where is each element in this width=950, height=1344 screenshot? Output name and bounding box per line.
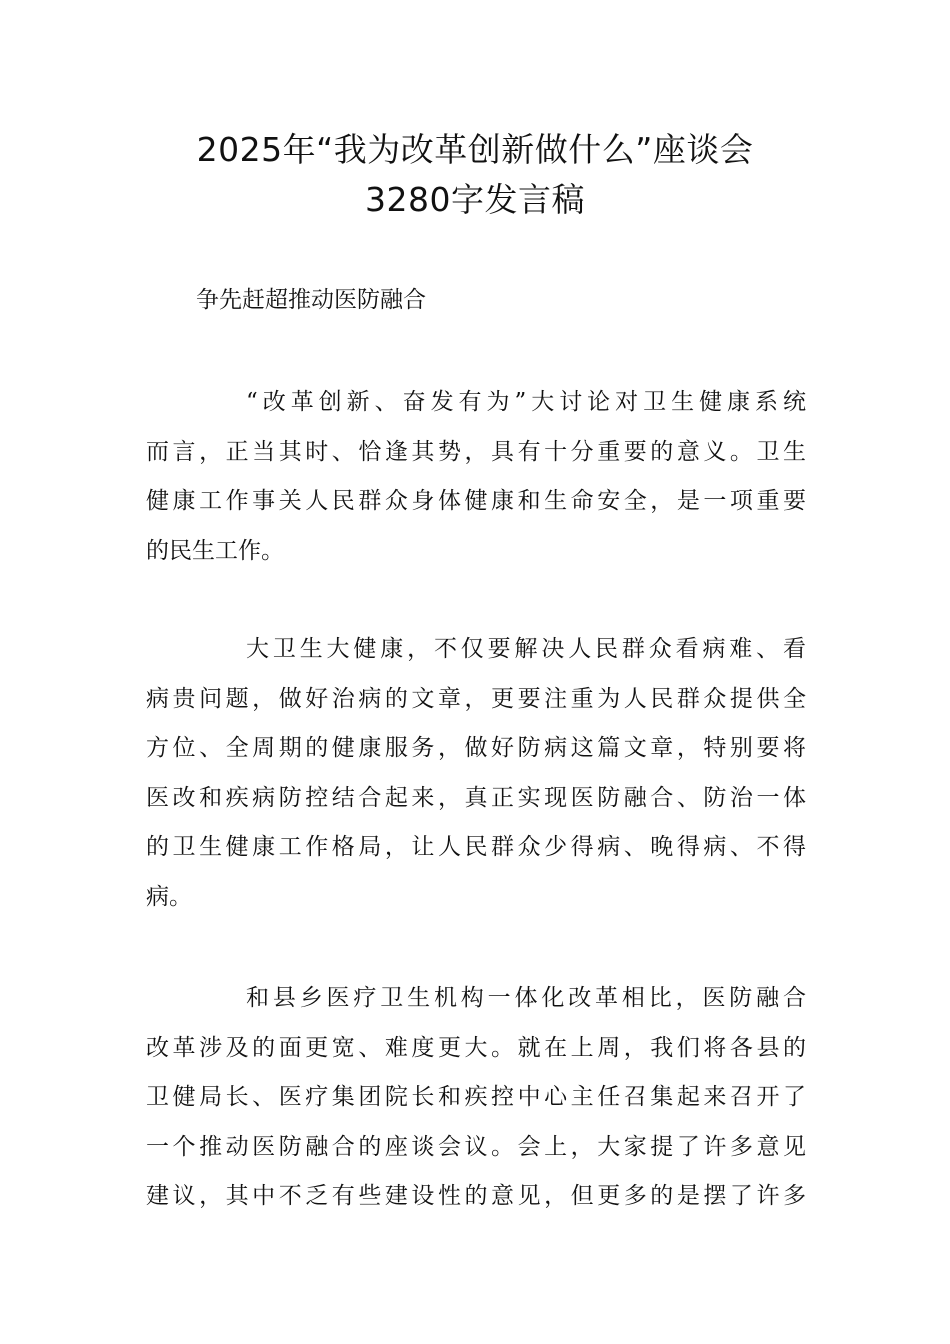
paragraph-line: 建议，其中不乏有些建设性的意见，但更多的是摆了许多 — [146, 1183, 806, 1209]
paragraph-line: 病。 — [146, 883, 192, 910]
paragraph-line: 卫健局长、医疗集团院长和疾控中心主任召集起来召开了 — [146, 1084, 806, 1110]
paragraph-2 — [146, 625, 806, 922]
document-title-line-2: 3280字发言稿 — [365, 180, 585, 219]
paragraph-line: 和县乡医疗卫生机构一体化改革相比，医防融合 — [246, 985, 806, 1011]
paragraph-line: 改革涉及的面更宽、难度更大。就在上周，我们将各县的 — [146, 1034, 806, 1061]
document-title-line-1: 2025年“我为改革创新做什么”座谈会 — [196, 130, 754, 169]
paragraph-line: “改革创新、奋发有为”大讨论对卫生健康系统 — [246, 389, 806, 415]
paragraph-line: 而言，正当其时、恰逢其势，具有十分重要的意义。卫生 — [146, 438, 806, 465]
paragraph-line: 病贵问题，做好治病的文章，更要注重为人民群众提供全 — [146, 685, 806, 712]
paragraph-1 — [146, 378, 806, 576]
paragraph-line: 的卫生健康工作格局，让人民群众少得病、晚得病、不得 — [146, 834, 806, 860]
paragraph-line: 一个推动医防融合的座谈会议。会上，大家提了许多意见 — [146, 1133, 806, 1160]
paragraph-line: 方位、全周期的健康服务，做好防病这篇文章，特别要将 — [146, 735, 806, 761]
paragraph-3 — [146, 974, 806, 1222]
document-subtitle: 争先赶超推动医防融合 — [196, 287, 426, 313]
paragraph-line: 大卫生大健康，不仅要解决人民群众看病难、看 — [246, 636, 806, 662]
paragraph-line: 的民生工作。 — [146, 537, 284, 564]
paragraph-line: 健康工作事关人民群众身体健康和生命安全，是一项重要 — [146, 488, 806, 514]
paragraph-line: 医改和疾病防控结合起来，真正实现医防融合、防治一体 — [146, 784, 806, 811]
